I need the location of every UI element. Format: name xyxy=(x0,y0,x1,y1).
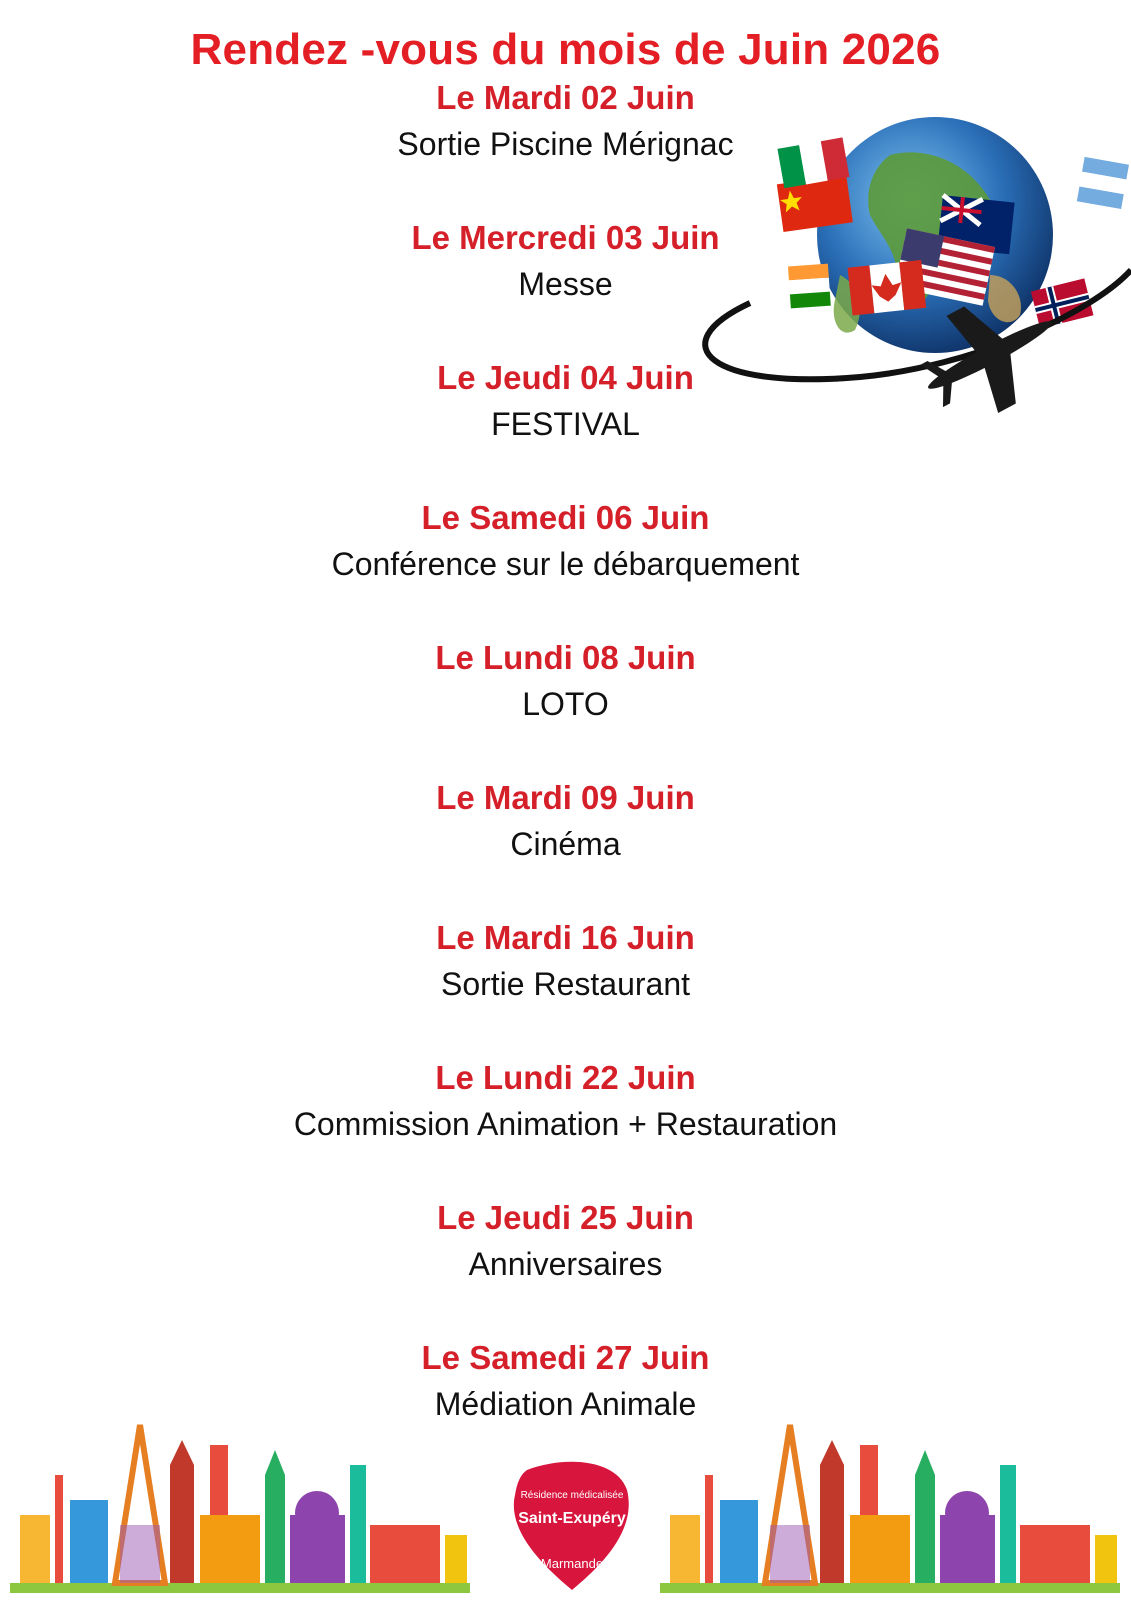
event-item xyxy=(0,638,1131,724)
event-item xyxy=(0,218,1131,304)
page-title: Rendez -vous du mois de Juin 2026 xyxy=(190,25,941,74)
event-activity: Sortie Piscine Mérignac xyxy=(397,126,734,162)
event-date: Le Samedi 06 Juin xyxy=(421,499,710,536)
logo-name: Saint-Exupéry xyxy=(518,1510,626,1527)
logo-subtitle: Résidence médicalisée xyxy=(520,1490,624,1501)
event-date: Le Lundi 08 Juin xyxy=(435,639,696,676)
world-landmarks-skyline-icon xyxy=(10,1405,470,1595)
event-date: Le Jeudi 04 Juin xyxy=(437,359,694,396)
event-activity: Sortie Restaurant xyxy=(440,966,690,1002)
event-item xyxy=(0,1058,1131,1144)
event-item xyxy=(0,358,1131,444)
event-activity: Médiation Animale xyxy=(434,1386,697,1422)
world-landmarks-skyline-icon xyxy=(660,1405,1120,1595)
event-activity: Cinéma xyxy=(510,826,621,862)
event-item xyxy=(0,1198,1131,1284)
event-item xyxy=(0,778,1131,864)
event-date: Le Mercredi 03 Juin xyxy=(411,219,720,256)
event-date: Le Mardi 16 Juin xyxy=(436,919,695,956)
event-activity: Conférence sur le débarquement xyxy=(331,546,800,582)
residence-logo xyxy=(507,1460,637,1595)
event-item xyxy=(0,78,1131,164)
event-date: Le Lundi 22 Juin xyxy=(435,1059,696,1096)
event-date: Le Mardi 02 Juin xyxy=(436,79,695,116)
event-activity: Commission Animation + Restauration xyxy=(293,1106,838,1142)
event-activity: LOTO xyxy=(522,686,609,722)
event-date: Le Mardi 09 Juin xyxy=(436,779,695,816)
event-activity: FESTIVAL xyxy=(491,406,640,442)
event-date: Le Samedi 27 Juin xyxy=(421,1339,710,1376)
logo-city: Marmande xyxy=(540,1556,604,1571)
event-item xyxy=(0,918,1131,1004)
event-activity: Messe xyxy=(518,266,613,302)
event-item xyxy=(0,498,1131,584)
event-date: Le Jeudi 25 Juin xyxy=(437,1199,694,1236)
event-activity: Anniversaires xyxy=(468,1246,663,1282)
